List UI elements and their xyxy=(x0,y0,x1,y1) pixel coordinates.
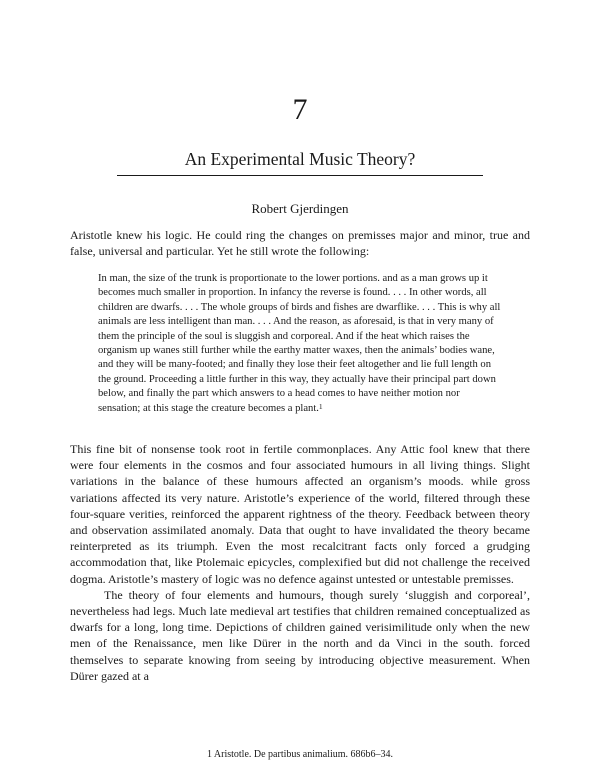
footnote: 1 Aristotle. De partibus animalium. 686b6–34. xyxy=(206,749,394,760)
chapter-title: An Experimental Music Theory? xyxy=(184,149,416,169)
block-quote-text: In man, the size of the trunk is proportionate to the lower portions. and as a man grows up it becomes much smaller in proportion. In infancy the reverse is found. . . . In other words, all children are dwarfs. . . . The whole groups of birds and fishes are dwarflike. . . . This is why all animals are less intelligent than man. . . . And the reason, as aforesaid, is that in very many of them the principle of the soul is sluggish and corporeal. And if the heat which raises the organism up wanes still further while the earthy matter waxes, then the animals’ bodies wane, and they will be many-footed; and finally they lose their feet altogether and lie full length on the ground. Proceeding a little further in this way, they actually have their principal part down below, and finally the part which answers to a head comes to have neither motion nor sensation; at this stage the creature becomes a plant. xyxy=(98,273,501,414)
chapter-author: Robert Gjerdingen xyxy=(251,201,349,216)
body-paragraphs xyxy=(70,441,530,684)
paragraph-3: The theory of four elements and humours, though surely ‘sluggish and corporeal’, nevertheless had legs. Much late medieval art testifies that children remained conceptualized as dwarfs for a long, long time. Depictions of children gained verisimilitude only when the new men of the Renaissance, men like Dürer in the north and da Vinci in the south. forced themselves to separate knowing from seeing by introducing objective measurement. When Dürer gazed at a xyxy=(70,587,530,683)
chapter-number: 7 xyxy=(292,93,308,126)
paragraph-2: This fine bit of nonsense took root in fertile commonplaces. Any Attic fool knew that there were four elements in the cosmos and four associated humours in all living things. Slight variations in the balance of these humours affected an organism’s moods. while gross variations affected its very nature. Aristotle’s experience of the world, filtered through these four-square verities, reinforced the apparent rightness of the theory. Feedback between theory and observation assimilated anomaly. Data that ought to have invalidated the theory became reinterpreted as its triumph. Even the most recalcitrant facts only forced a grudging accommodation that, like Ptolemaic epicycles, complexified but did not challenge the received dogma. Aristotle’s mastery of logic was no defence against untested or untestable premisses. xyxy=(70,442,530,586)
block-quote xyxy=(98,272,502,416)
intro-paragraph: Aristotle knew his logic. He could ring the changes on premisses major and minor, true and false, universal and particular. Yet he still wrote the following: xyxy=(70,228,530,259)
footnote-reference[interactable]: 1 xyxy=(318,401,323,411)
title-rule xyxy=(117,175,483,176)
